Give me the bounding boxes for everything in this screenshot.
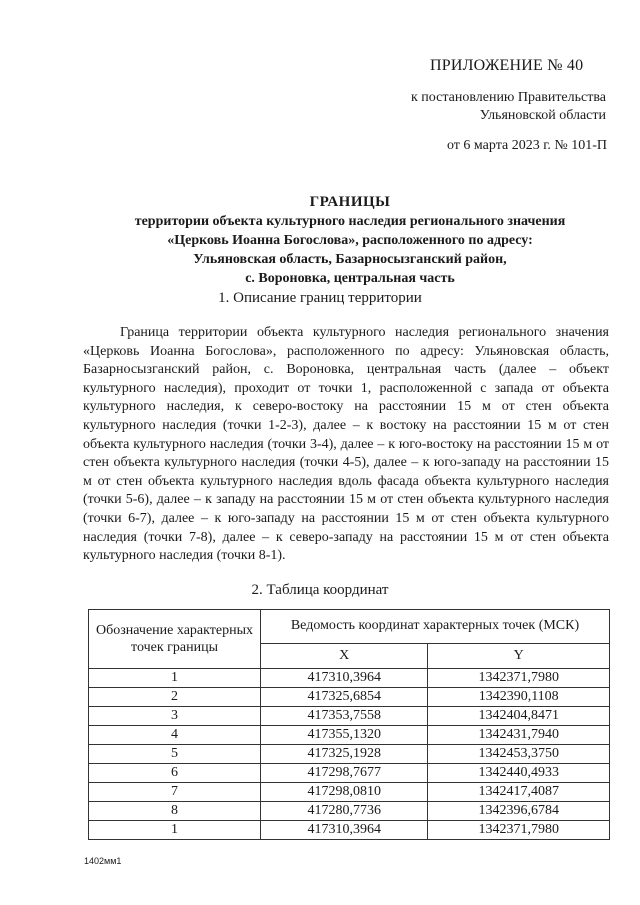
cell-point: 5 — [89, 745, 261, 764]
cell-y: 1342440,4933 — [428, 764, 610, 783]
cell-point: 3 — [89, 707, 261, 726]
cell-point: 8 — [89, 802, 261, 821]
document-title — [80, 192, 620, 288]
table-row — [89, 821, 610, 840]
table-row — [89, 707, 610, 726]
cell-point: 6 — [89, 764, 261, 783]
table-row — [89, 764, 610, 783]
cell-y: 1342453,3750 — [428, 745, 610, 764]
cell-y: 1342396,6784 — [428, 802, 610, 821]
decree-reference-line1: к постановлению Правительства — [410, 90, 606, 105]
cell-point: 4 — [89, 726, 261, 745]
title-line3: Ульяновская область, Базарносызганский район, — [193, 252, 507, 267]
table-row — [89, 745, 610, 764]
title-line2: «Церковь Иоанна Богослова», расположенного по адресу: — [167, 233, 533, 248]
title-line4: с. Вороновка, центральная часть — [245, 271, 455, 286]
annex-number: ПРИЛОЖЕНИЕ № 40 — [430, 57, 584, 74]
table-row — [89, 802, 610, 821]
cell-x: 417298,0810 — [261, 783, 428, 802]
section1-heading: 1. Описание границ территории — [218, 290, 422, 306]
cell-y: 1342417,4087 — [428, 783, 610, 802]
cell-y: 1342371,7980 — [428, 669, 610, 688]
cell-x: 417355,1320 — [261, 726, 428, 745]
cell-y: 1342371,7980 — [428, 821, 610, 840]
decree-reference-line2: Ульяновской области — [479, 108, 606, 123]
cell-x: 417298,7677 — [261, 764, 428, 783]
boundary-description: Граница территории объекта культурного наследия регионального значения «Церковь Иоанна Богослова», расположенного по адресу: Ульяновская область, Базарносызганский район, с. Вороновка, центральная часть (далее – объект культурного наследия), проходит от точки 1, расположенной с запада от объекта культурного наследия, к северо-востоку на расстоянии 15 м от стен объекта культурного наследия (точки 1-2-3), далее – к востоку на расстоянии 15 м от стен объекта культурного наследия (точки 3-4), далее – к юго-востоку на расстоянии 15 м от стен объекта культурного наследия (точки 4-5), далее – к юго-западу на расстоянии 15 м от стен объекта культурного наследия вдоль фасада объекта культурного наследия (точки 5-6), далее – к западу на расстоянии 15 м от стен объекта культурного наследия (точки 6-7), далее – к юго-западу на расстоянии 15 м от стен объекта культурного наследия (точки 7-8), далее – к северо-западу на расстоянии 15 м от стен объекта культурного наследия (точки 8-1). — [83, 325, 609, 564]
footer-code: 1402мм1 — [84, 856, 122, 866]
cell-x: 417310,3964 — [261, 821, 428, 840]
col-header-group: Ведомость координат характерных точек (МСК) — [261, 610, 610, 644]
cell-y: 1342404,8471 — [428, 707, 610, 726]
cell-point: 2 — [89, 688, 261, 707]
cell-y: 1342431,7940 — [428, 726, 610, 745]
table-row — [89, 783, 610, 802]
title-line1: территории объекта культурного наследия регионального значения — [134, 214, 566, 229]
cell-x: 417353,7558 — [261, 707, 428, 726]
decree-reference — [411, 89, 606, 125]
section2-heading: 2. Таблица координат — [251, 582, 389, 598]
coordinates-table — [88, 609, 610, 840]
cell-x: 417310,3964 — [261, 669, 428, 688]
table-row — [89, 669, 610, 688]
cell-point: 1 — [89, 669, 261, 688]
col-header-point: Обозначение характерных точек границы — [89, 610, 261, 669]
table-row — [89, 726, 610, 745]
table-row — [89, 688, 610, 707]
cell-point: 1 — [89, 821, 261, 840]
cell-point: 7 — [89, 783, 261, 802]
col-header-y: Y — [428, 644, 610, 669]
col-header-x: X — [261, 644, 428, 669]
decree-date: от 6 марта 2023 г. № 101-П — [446, 138, 607, 153]
cell-x: 417325,6854 — [261, 688, 428, 707]
cell-x: 417280,7736 — [261, 802, 428, 821]
cell-x: 417325,1928 — [261, 745, 428, 764]
title-main: ГРАНИЦЫ — [309, 194, 391, 210]
cell-y: 1342390,1108 — [428, 688, 610, 707]
